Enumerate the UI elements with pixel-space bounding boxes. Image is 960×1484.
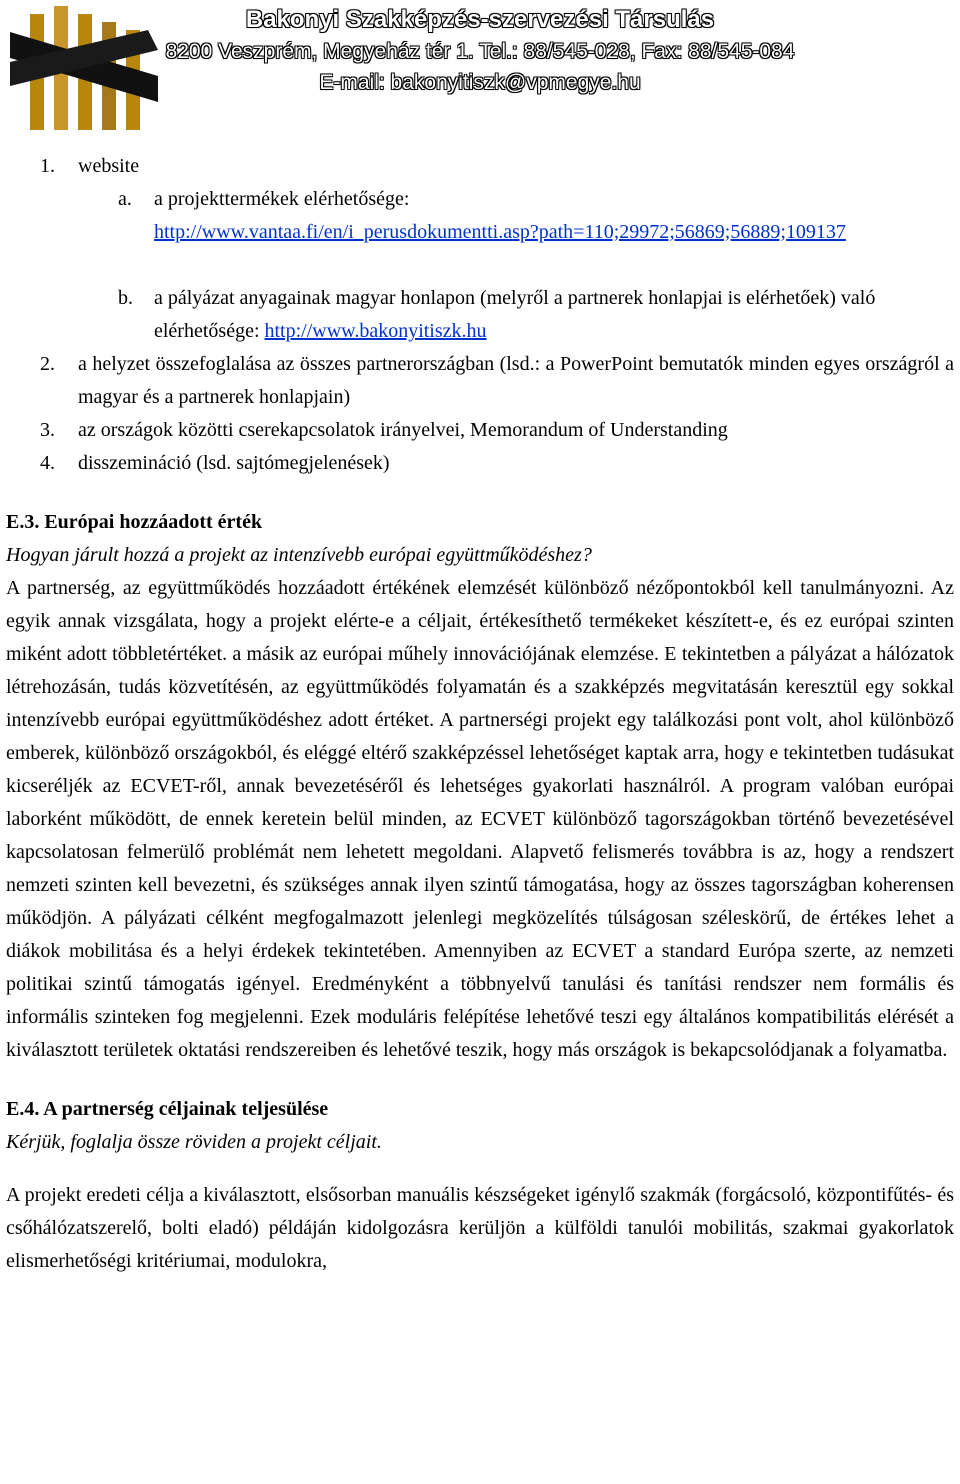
project-link[interactable]: http://www.vantaa.fi/en/i_perusdokumentti.asp?path=110;29972;56869;56889;109137 <box>154 221 846 243</box>
logo-icon <box>8 2 158 130</box>
hungarian-site-link[interactable]: http://www.bakonyitiszk.hu <box>264 320 487 342</box>
section-question-e3: Hogyan járult hozzá a projekt az intenzívebb európai együttműködéshez? <box>6 544 592 566</box>
section-heading-e4: E.4. A partnerség céljainak teljesülése <box>6 1098 329 1120</box>
list-item: a. a projekttermékek elérhetősége: http://www.vantaa.fi/en/i_perusdokumentti.asp?path=110;29972;56869;56889;109137 <box>118 188 846 243</box>
org-address: 8200 Veszprém, Megyeház tér 1. Tel.: 88/545-028, Fax: 88/545-084 <box>165 40 795 63</box>
org-name: Bakonyi Szakképzés-szervezési Társulás <box>245 6 715 33</box>
section-heading-e3: E.3. Európai hozzáadott érték <box>6 511 263 533</box>
list-item: b. a pályázat anyagainak magyar honlapon (melyről a partnerek honlapjai is elérhetőek) való elérhetősége: http://www.bakonyitiszk.hu <box>118 287 876 342</box>
list-item: 1. website <box>40 155 140 177</box>
list-item: 2. a helyzet összefoglalása az összes partnerországban (lsd.: a PowerPoint bemutatók minden egyes országról a magyar és a partnerek honlapjain) <box>40 353 954 408</box>
section-question-e4: Kérjük, foglalja össze röviden a projekt céljait. <box>6 1131 382 1153</box>
section-body-e4: A projekt eredeti célja a kiválasztott, elsősorban manuális készségeket igénylő szakmák (forgácsoló, központifűtés- és csőhálózatszerelő, bolti eladó) példáján kidolgozásra kerüljön a külföldi tanulói mobilitás, szakmai gyakorlatok elismerhetőségi kritériumai, modulokra, <box>6 1184 954 1272</box>
letterhead <box>0 0 960 130</box>
list-item: 3. az országok közötti cserekapcsolatok irányelvei, Memorandum of Understanding <box>40 419 728 441</box>
document-body <box>0 150 960 1278</box>
org-email: E-mail: bakonyitiszk@vpmegye.hu <box>319 71 641 94</box>
section-body-e3: A partnerség, az együttműködés hozzáadott értékének elemzését különböző nézőpontokból kell tanulmányozni. Az egyik annak vizsgálata, hogy a projekt elérte-e a céljait, értékesíthető termékeket készített-e, és ez európai szinten miként adott többletértéket. a másik az európai műhely innovációjának elemzése. E tekintetben a pályázat a hálózatok létrehozásán, tudás közvetítésén, az együttműködés folyamatán és a szakképzés megvitatásán keresztül egy sokkal intenzívebb európai együttműködéshez adott értéket. A partnerségi projekt egy találkozási pont volt, ahol különböző emberek, különböző országokból, és eléggé eltérő szakképzéssel lehetőséget kaptak arra, hogy e tekintetben tudásukat kicseréljék az ECVET-ről, annak bevezetéséről és lehetséges gyakorlati használról. A program valóban európai laborként működött, de ennek keretein belül minden, az ECVET különböző tagországokban történő bevezetésével kapcsolatosan felmerülő problémát nem lehetett megoldani. Alapvető felismerés továbbra is az, hogy a rendszert nemzeti szinten kell bevezetni, és szükséges annak ilyen szintű támogatása, hogy az összes tagországban koherensen működjön. A pályázati célként megfogalmazott jelenlegi megközelítés túlságosan széleskörű, de értékes lehet a diákok mobilitása és a helyi érdekek tekintetében. Amennyiben az ECVET a standard Európa szerte, az nemzeti politikai szintű támogatás igényel. Eredményként a többnyelvű tanulási és tanítási rendszer nem formális és informális szinteken fog megjelenni. Ezek moduláris felépítése lehetővé teszi egy általános kompatibilitás elérését a kiválasztott területek oktatási rendszereiben és lehetővé teszik, hogy más országok is bekapcsolódjanak a folyamatba. <box>6 577 954 1061</box>
list-item: 4. disszemináció (lsd. sajtómegjelenések) <box>40 452 390 474</box>
